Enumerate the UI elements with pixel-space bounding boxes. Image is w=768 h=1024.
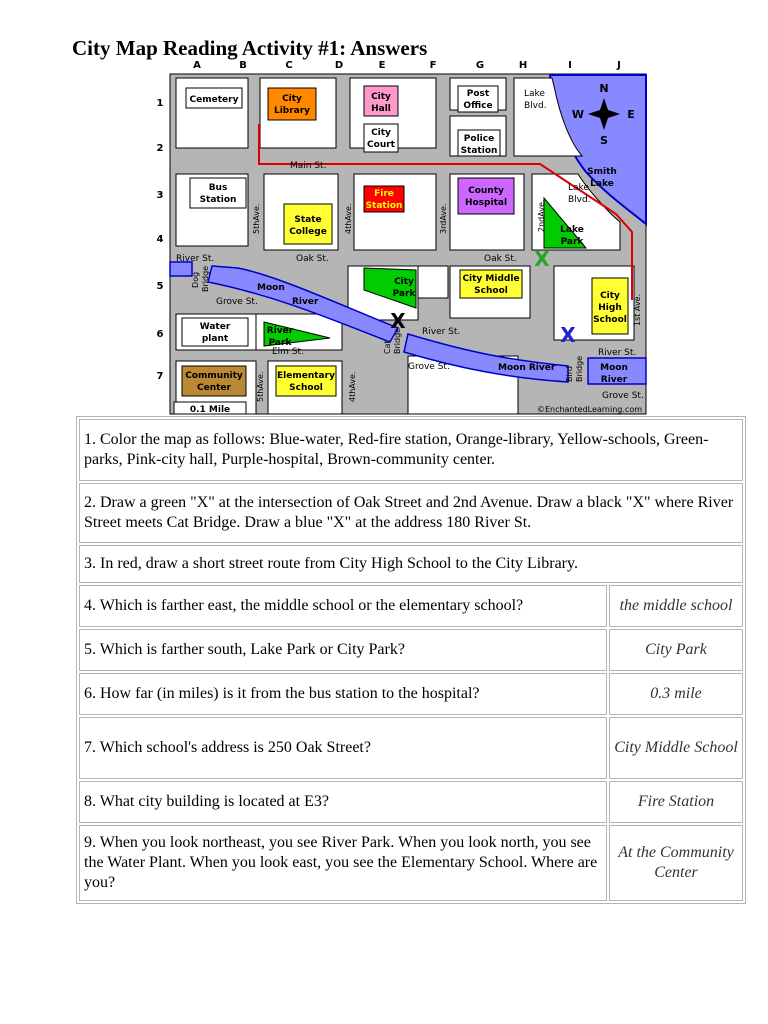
city-map (156, 56, 646, 415)
question-text: 7. Which school's address is 250 Oak Street? (79, 717, 607, 779)
col-label-b: B (239, 60, 247, 71)
label-hospital-2: Hospital (464, 198, 508, 208)
label-river-st-east: River St. (598, 348, 637, 358)
blue-x-mark: X (560, 323, 576, 347)
label-lake-park-1: Lake (560, 225, 584, 235)
label-middle-school-1: City Middle (462, 274, 520, 284)
label-fire-station-2: Station (365, 201, 403, 211)
question-text: 8. What city building is located at E3? (79, 781, 607, 823)
row-label-4: 4 (156, 234, 164, 245)
label-library-1: City (282, 94, 302, 104)
label-moon-river-2: River (292, 297, 319, 307)
row-label-6: 6 (156, 329, 164, 340)
label-moon-river-middle: Moon River (498, 363, 556, 373)
label-river-st-middle: River St. (422, 327, 461, 337)
label-city-park-1: City (394, 277, 414, 287)
answer-text: 0.3 mile (609, 673, 743, 715)
col-label-d: D (334, 60, 344, 71)
label-high-school-3: School (593, 315, 627, 325)
column-labels (193, 60, 621, 71)
label-city-court-2: Court (367, 140, 395, 150)
river-west (170, 262, 192, 276)
label-elementary-1: Elementary (277, 371, 335, 381)
compass-n: N (599, 82, 609, 95)
question-text: 6. How far (in miles) is it from the bus station to the hospital? (79, 673, 607, 715)
label-river-park-1: River (266, 326, 294, 336)
question-text: 4. Which is farther east, the middle school or the elementary school? (79, 585, 607, 627)
question-row-2 (79, 483, 743, 543)
label-river-st-west: River St. (176, 254, 215, 264)
label-fire-station-1: Fire (374, 189, 394, 199)
label-4th-ave-south: 4thAve. (348, 371, 357, 402)
label-dog-bridge-1: Dog (191, 271, 200, 288)
question-row-4 (79, 585, 743, 627)
label-city-hall-1: City (371, 92, 391, 102)
compass-s: S (600, 134, 608, 147)
credit-label: ©EnchantedLearning.com (536, 405, 642, 414)
label-city-park-2: Park (392, 289, 416, 299)
label-oak-st-west: Oak St. (296, 254, 329, 264)
label-library-2: Library (273, 106, 311, 116)
label-bird-bridge-2: Bridge (575, 355, 584, 382)
label-bus-station-1: Bus (208, 183, 228, 193)
row-label-7: 7 (156, 371, 164, 382)
label-community-center-2: Center (197, 383, 231, 393)
label-bus-station-2: Station (199, 195, 237, 205)
label-lake-blvd-east-1: Lake (568, 183, 589, 193)
compass-e: E (627, 108, 635, 121)
label-community-center-1: Community (185, 371, 243, 381)
label-4th-ave: 4thAve. (344, 203, 353, 234)
city-map-svg (156, 56, 646, 415)
label-dog-bridge-2: Bridge (201, 265, 210, 292)
row-label-2: 2 (156, 143, 164, 154)
label-smith-lake-2: Lake (590, 179, 614, 189)
col-label-g: G (475, 60, 485, 71)
question-text: 3. In red, draw a short street route from City High School to the City Library. (79, 545, 743, 583)
row-label-3: 3 (156, 190, 164, 201)
label-5th-ave-south: 5thAve. (256, 371, 265, 402)
label-lake-blvd-north-1: Lake (524, 89, 545, 99)
label-elm-st: Elm St. (272, 347, 304, 357)
col-label-e: E (378, 60, 386, 71)
label-water-plant-2: plant (201, 334, 229, 344)
label-police-2: Station (460, 146, 498, 156)
label-high-school-1: City (600, 291, 620, 301)
label-moon-river-east-1: Moon (600, 363, 628, 373)
question-text: 2. Draw a green "X" at the intersection of Oak Street and 2nd Avenue. Draw a black "X" where River Street meets Cat Bridge. Draw a blue "X" at the address 180 River St. (79, 483, 743, 543)
label-water-plant-1: Water (199, 322, 231, 332)
question-row-6 (79, 673, 743, 715)
hospital-building (458, 178, 514, 214)
col-label-h: H (518, 60, 528, 71)
answer-text: Fire Station (609, 781, 743, 823)
question-text: 5. Which is farther south, Lake Park or City Park? (79, 629, 607, 671)
answer-text: At the Community Center (609, 825, 743, 901)
label-bird-bridge-1: Bird (565, 366, 574, 382)
label-lake-park-2: Park (560, 237, 584, 247)
label-3rd-ave: 3rdAve. (439, 203, 448, 234)
questions-table (76, 416, 746, 904)
label-river-park-2: Park (268, 338, 292, 348)
page-title: City Map Reading Activity #1: Answers (72, 36, 428, 60)
label-cat-bridge-1: Cat (383, 340, 392, 354)
row-label-5: 5 (156, 281, 164, 292)
label-moon-river-east-2: River (600, 375, 628, 385)
label-high-school-2: High (598, 303, 622, 313)
label-moon-river-1: Moon (257, 283, 285, 293)
row-labels (157, 98, 164, 382)
col-label-a: A (193, 60, 201, 71)
label-city-hall-2: Hall (371, 104, 391, 114)
col-label-i: I (568, 60, 572, 71)
label-post-office-2: Office (463, 101, 493, 111)
label-smith-lake-1: Smith (587, 167, 617, 177)
answer-text: City Park (609, 629, 743, 671)
answer-text: the middle school (609, 585, 743, 627)
label-state-college-2: College (289, 227, 327, 237)
question-row-1 (79, 419, 743, 481)
question-row-8 (79, 781, 743, 823)
question-row-5 (79, 629, 743, 671)
block-f5 (418, 266, 448, 298)
label-oak-st-east: Oak St. (484, 254, 517, 264)
question-text: 1. Color the map as follows: Blue-water, Red-fire station, Orange-library, Yellow-schools, Green-parks, Pink-city hall, Purple-hospital, Brown-community center. (79, 419, 743, 481)
col-label-f: F (429, 60, 437, 71)
row-label-1: 1 (156, 98, 164, 109)
col-label-j: J (617, 60, 621, 71)
label-elementary-2: School (289, 383, 323, 393)
label-grove-st-west: Grove St. (216, 297, 258, 307)
question-text: 9. When you look northeast, you see River Park. When you look north, you see the Water Plant. When you look east, you see the Elementary School. Where are you? (79, 825, 607, 901)
label-middle-school-2: School (474, 286, 508, 296)
label-city-court-1: City (371, 128, 391, 138)
label-cat-bridge-2: Bridge (393, 327, 402, 354)
compass-w: W (571, 108, 585, 121)
question-row-3 (79, 545, 743, 583)
label-post-office-1: Post (466, 89, 490, 99)
question-row-7 (79, 717, 743, 779)
col-label-c: C (285, 60, 293, 71)
answer-text: City Middle School (609, 717, 743, 779)
label-5th-ave-north: 5thAve. (252, 203, 261, 234)
label-state-college-1: State (294, 215, 322, 225)
scale-label: 0.1 Mile (189, 405, 231, 415)
black-x-mark: X (390, 309, 406, 333)
label-grove-st-east: Grove St. (602, 391, 644, 401)
label-hospital-1: County (468, 186, 504, 196)
label-lake-blvd-north-2: Blvd. (524, 101, 547, 111)
green-x-mark: X (534, 247, 550, 271)
question-row-9 (79, 825, 743, 901)
label-lake-blvd-east-2: Blvd. (568, 195, 591, 205)
label-police-1: Police (463, 134, 495, 144)
label-1st-ave: 1st Ave. (633, 293, 642, 326)
label-2nd-ave: 2ndAve. (537, 199, 546, 232)
label-cemetery: Cemetery (189, 95, 239, 105)
label-grove-st-middle: Grove St. (408, 362, 450, 372)
label-main-st: Main St. (290, 161, 327, 171)
